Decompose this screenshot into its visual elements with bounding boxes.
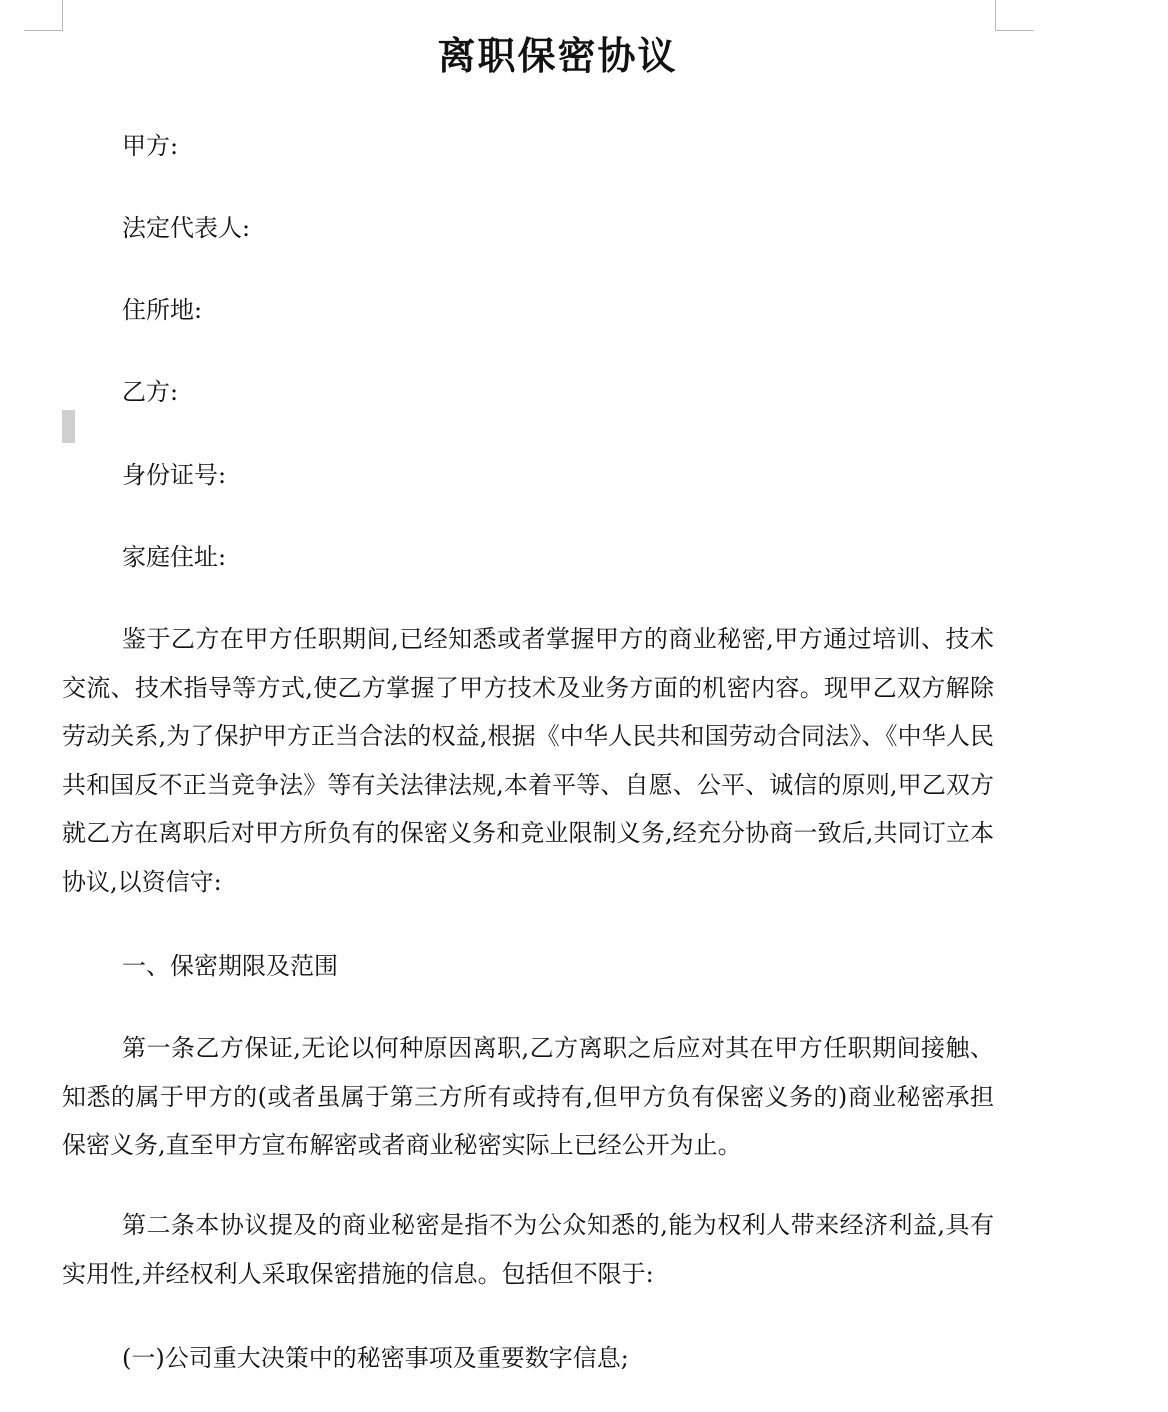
section-heading-confidentiality-term: 一、保密期限及范围 xyxy=(122,952,338,980)
field-legal-representative: 法定代表人: xyxy=(122,214,251,242)
field-id-number: 身份证号: xyxy=(122,461,227,489)
field-party-a: 甲方: xyxy=(122,132,179,160)
preamble-paragraph: 鉴于乙方在甲方任职期间,已经知悉或者掌握甲方的商业秘密,甲方通过培训、技术交流、技术指导等方式,使乙方掌握了甲方技术及业务方面的机密内容。现甲乙双方解除劳动关系,为了保护甲方正当合法的权益,根据《中华人民共和国劳动合同法》、《中华人民共和国反不正当竞争法》等有关法律法规,本着平等、自愿、公平、诚信的原则,甲乙双方就乙方在离职后对甲方所负有的保密义务和竞业限制义务,经充分协商一致后,共同订立本协议,以资信守: xyxy=(62,625,994,896)
article-2-paragraph: 第二条本协议提及的商业秘密是指不为公众知悉的,能为权利人带来经济利益,具有实用性,并经权利人采取保密措施的信息。包括但不限于: xyxy=(62,1211,994,1288)
page-corner-mark-left xyxy=(24,0,63,31)
page-corner-mark-right xyxy=(995,0,1034,31)
field-party-b: 乙方: xyxy=(122,378,179,406)
paragraph-selection-marker[interactable] xyxy=(62,410,75,443)
field-address: 住所地: xyxy=(122,296,203,324)
field-home-address: 家庭住址: xyxy=(122,543,227,571)
article-1-paragraph: 第一条乙方保证,无论以何种原因离职,乙方离职之后应对其在甲方任职期间接触、知悉的属于甲方的(或者虽属于第三方所有或持有,但甲方负有保密义务的)商业秘密承担保密义务,直至甲方宣布解密或者商业秘密实际上已经公开为止。 xyxy=(62,1034,994,1159)
list-item-1: (一)公司重大决策中的秘密事项及重要数字信息; xyxy=(122,1344,629,1372)
document-title: 离职保密协议 xyxy=(437,33,678,78)
